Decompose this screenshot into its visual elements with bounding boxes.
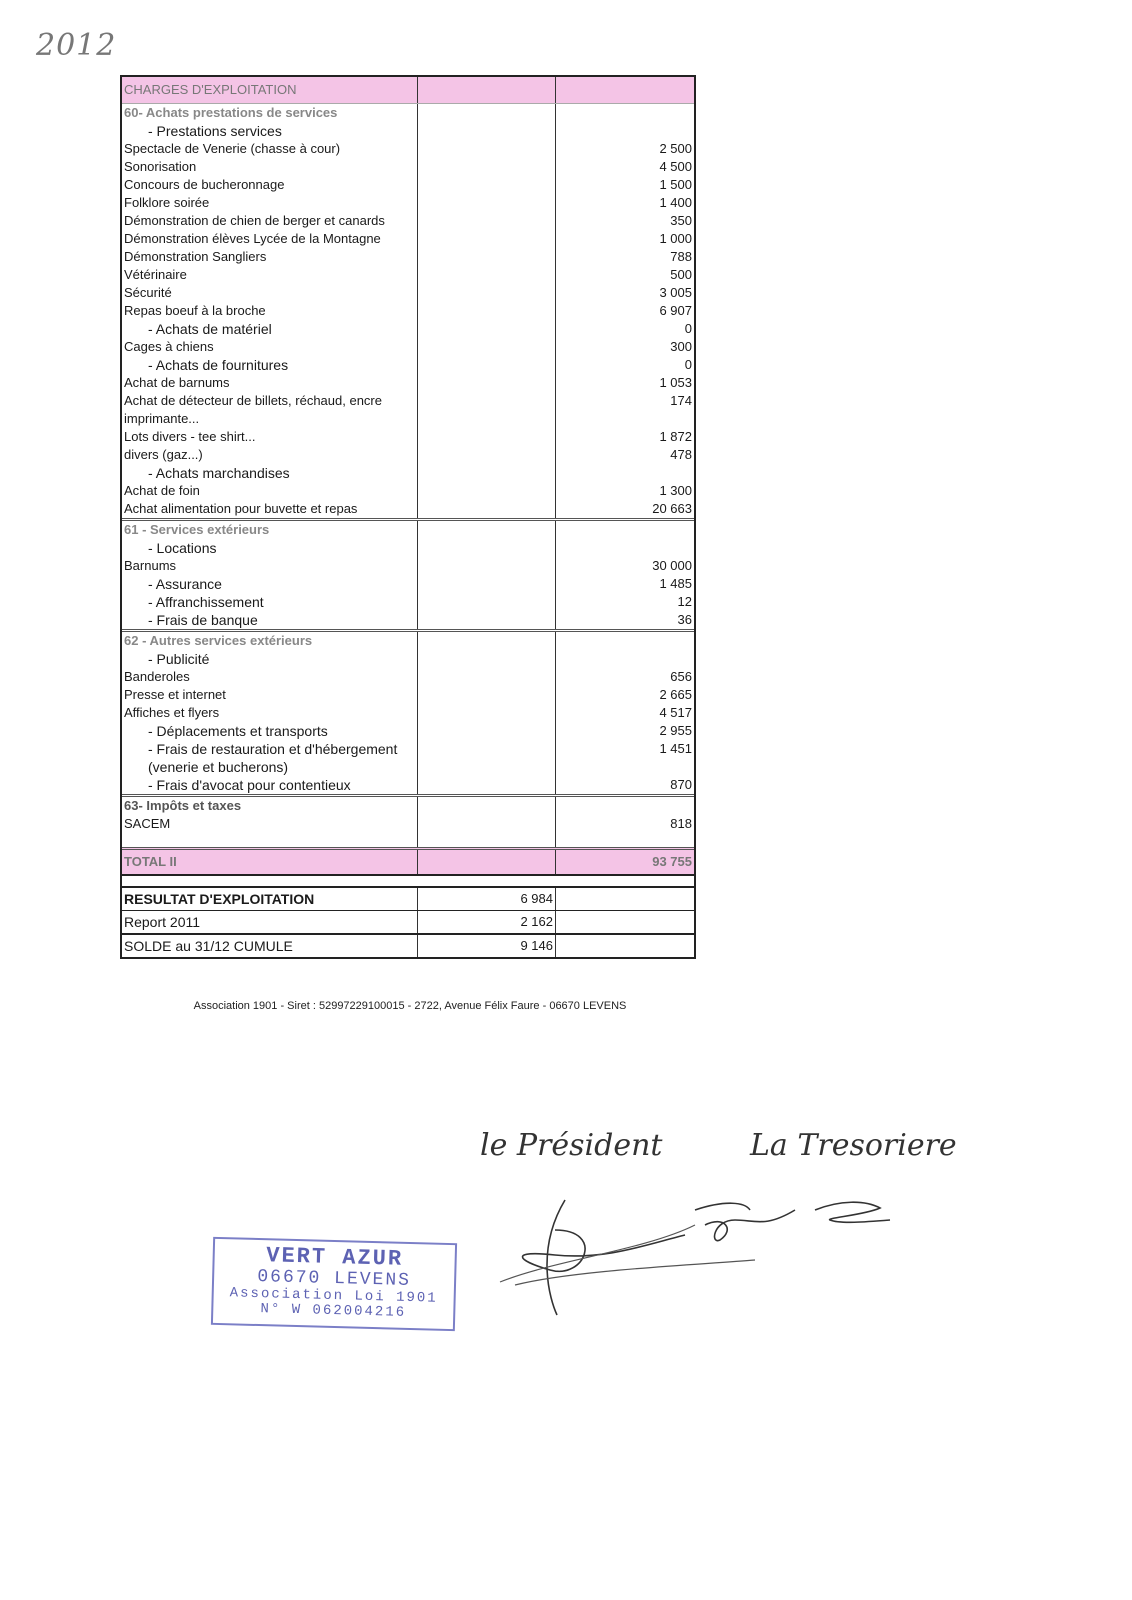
signature-labels <box>480 1128 1000 1188</box>
row-value: 478 <box>670 447 692 462</box>
table-row <box>122 356 694 374</box>
row-label: - Locations <box>122 539 418 557</box>
stamp-line2: 06670 LEVENS <box>257 1266 412 1292</box>
section-60 <box>122 104 694 518</box>
year-note: 2012 <box>36 28 117 63</box>
stamp-line3: Association Loi 1901 <box>229 1285 438 1307</box>
row-label: Démonstration élèves Lycée de la Montagne <box>122 230 418 248</box>
row-value: 1 400 <box>659 195 692 210</box>
row-label: Achat de foin <box>122 482 418 500</box>
row-label: Spectacle de Venerie (chasse à cour) <box>122 140 418 158</box>
row-value: 4 500 <box>659 159 692 174</box>
resultat-label: RESULTAT D'EXPLOITATION <box>122 888 418 910</box>
row-value: 36 <box>677 612 692 627</box>
solde-row <box>122 933 694 957</box>
table-row <box>122 686 694 704</box>
row-label: Vétérinaire <box>122 266 418 284</box>
footer-address: Association 1901 - Siret : 52997229100015 - 2722, Avenue Félix Faure - 06670 LEVENS <box>193 1000 627 1012</box>
row-value <box>556 464 694 482</box>
section-62-rows <box>122 650 694 794</box>
table-row <box>122 392 694 428</box>
president-label: le Président <box>480 1128 663 1163</box>
row-label: Repas boeuf à la broche <box>122 302 418 320</box>
stamp-line4: N° W 062004216 <box>260 1301 407 1321</box>
table-row <box>122 320 694 338</box>
row-label: - Déplacements et transports <box>122 722 418 740</box>
charges-table <box>120 75 696 959</box>
row-label: - Frais de restauration et d'hébergement (venerie et bucherons) <box>122 740 418 776</box>
stamp-line1: VERT AZUR <box>265 1243 404 1272</box>
row-value: 3 005 <box>659 285 692 300</box>
solde-value: 9 146 <box>418 935 556 957</box>
table-row <box>122 122 694 140</box>
row-label: - Achats de matériel <box>122 320 418 338</box>
row-label: Presse et internet <box>122 686 418 704</box>
table-row <box>122 740 694 776</box>
section-63-rows <box>122 815 694 833</box>
table-row <box>122 575 694 593</box>
row-value: 12 <box>677 594 692 609</box>
table-row <box>122 374 694 392</box>
row-label: Achat de détecteur de billets, réchaud, encre imprimante... <box>122 392 418 428</box>
table-row <box>122 482 694 500</box>
row-value: 2 955 <box>659 723 692 738</box>
row-value: 2 500 <box>659 141 692 156</box>
row-value: 1 300 <box>659 483 692 498</box>
table-row <box>122 557 694 575</box>
resultat-row <box>122 886 694 910</box>
row-label: SACEM <box>122 815 418 833</box>
table-row <box>122 593 694 611</box>
row-value: 870 <box>670 777 692 792</box>
table-row <box>122 539 694 557</box>
table-row <box>122 302 694 320</box>
row-value: 1 485 <box>659 576 692 591</box>
table-row <box>122 650 694 668</box>
table-row <box>122 338 694 356</box>
row-label: Cages à chiens <box>122 338 418 356</box>
table-row <box>122 668 694 686</box>
row-label: Achat alimentation pour buvette et repas <box>122 500 418 518</box>
table-header-row <box>122 77 694 104</box>
row-value: 4 517 <box>659 705 692 720</box>
table-row <box>122 704 694 722</box>
row-value: 30 000 <box>652 558 692 573</box>
row-value: 1 872 <box>659 429 692 444</box>
table-row <box>122 464 694 482</box>
row-label: Démonstration Sangliers <box>122 248 418 266</box>
row-value: 0 <box>684 357 692 372</box>
table-row <box>122 266 694 284</box>
table-row <box>122 284 694 302</box>
row-label: Concours de bucheronnage <box>122 176 418 194</box>
row-label: - Assurance <box>122 575 418 593</box>
report-value: 2 162 <box>418 911 556 933</box>
row-value: 20 663 <box>652 501 692 516</box>
table-row <box>122 815 694 833</box>
table-row <box>122 428 694 446</box>
row-label: Sécurité <box>122 284 418 302</box>
section-62-title-row <box>122 632 694 650</box>
row-value: 300 <box>670 339 692 354</box>
report-label: Report 2011 <box>122 911 418 933</box>
row-label: Banderoles <box>122 668 418 686</box>
section-61-title-row <box>122 521 694 539</box>
row-label: Barnums <box>122 557 418 575</box>
table-row <box>122 248 694 266</box>
table-row <box>122 158 694 176</box>
table-row <box>122 611 694 629</box>
table-header: CHARGES D'EXPLOITATION <box>122 77 418 103</box>
row-value: 656 <box>670 669 692 684</box>
row-label: - Publicité <box>122 650 418 668</box>
row-label: - Affranchissement <box>122 593 418 611</box>
association-stamp <box>211 1237 457 1331</box>
row-value: 6 907 <box>659 303 692 318</box>
section-61-title: 61 - Services extérieurs <box>122 521 418 539</box>
row-value: 500 <box>670 267 692 282</box>
solde-label: SOLDE au 31/12 CUMULE <box>122 935 418 957</box>
row-label: Affiches et flyers <box>122 704 418 722</box>
row-value: 818 <box>670 816 692 831</box>
row-value: 1 500 <box>659 177 692 192</box>
row-label: - Achats marchandises <box>122 464 418 482</box>
resultat-value: 6 984 <box>418 888 556 910</box>
row-value: 1 053 <box>659 375 692 390</box>
handwritten-signature-icon <box>495 1190 915 1330</box>
table-row <box>122 194 694 212</box>
row-value: 174 <box>670 393 692 408</box>
row-label: Achat de barnums <box>122 374 418 392</box>
row-value: 1 451 <box>659 741 692 756</box>
row-value: 0 <box>684 321 692 336</box>
row-label: divers (gaz...) <box>122 446 418 464</box>
section-63-title: 63- Impôts et taxes <box>122 797 418 815</box>
row-value <box>556 122 694 140</box>
section-60-title: 60- Achats prestations de services <box>122 104 418 122</box>
row-label: Lots divers - tee shirt... <box>122 428 418 446</box>
row-label: - Frais d'avocat pour contentieux <box>122 776 418 794</box>
row-value <box>556 650 694 668</box>
total-value: 93 755 <box>652 854 692 869</box>
row-label: - Prestations services <box>122 122 418 140</box>
row-value: 2 665 <box>659 687 692 702</box>
section-63 <box>122 794 694 847</box>
table-row <box>122 176 694 194</box>
report-row <box>122 910 694 933</box>
row-value <box>556 539 694 557</box>
table-row <box>122 500 694 518</box>
row-value: 1 000 <box>659 231 692 246</box>
table-row <box>122 722 694 740</box>
row-label: Démonstration de chien de berger et canards <box>122 212 418 230</box>
table-row <box>122 776 694 794</box>
section-62-title: 62 - Autres services extérieurs <box>122 632 418 650</box>
section-60-title-row <box>122 104 694 122</box>
table-row <box>122 446 694 464</box>
row-value: 350 <box>670 213 692 228</box>
row-value: 788 <box>670 249 692 264</box>
section-61 <box>122 518 694 629</box>
section-61-rows <box>122 539 694 629</box>
row-label: - Achats de fournitures <box>122 356 418 374</box>
row-label: Folklore soirée <box>122 194 418 212</box>
section-62 <box>122 629 694 794</box>
section-63-title-row <box>122 797 694 815</box>
row-label: - Frais de banque <box>122 611 418 629</box>
section-60-rows <box>122 122 694 518</box>
table-row <box>122 230 694 248</box>
table-row <box>122 212 694 230</box>
total-label: TOTAL II <box>122 850 418 874</box>
tresoriere-label: La Tresoriere <box>750 1128 957 1163</box>
total-row <box>122 847 694 874</box>
table-row <box>122 140 694 158</box>
row-label: Sonorisation <box>122 158 418 176</box>
